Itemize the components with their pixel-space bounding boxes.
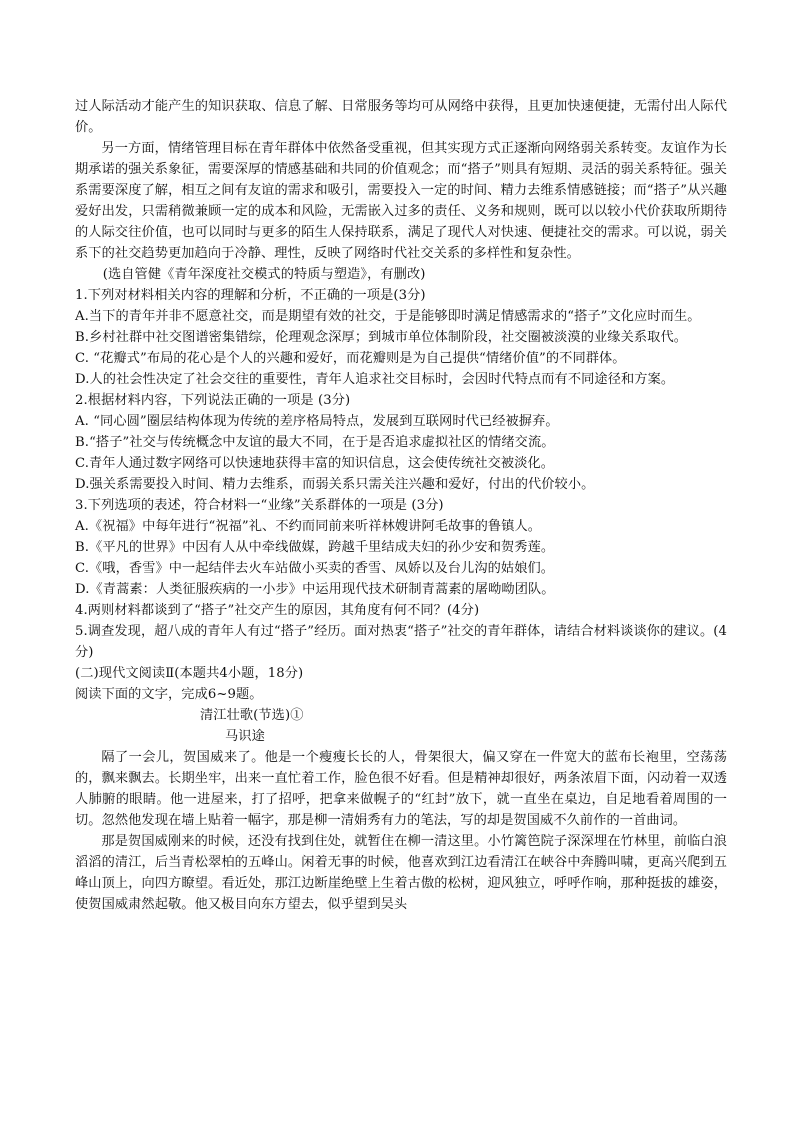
question-stem: 1.下列对材料相关内容的理解和分析，不正确的一项是(3分) (75, 288, 426, 303)
paragraph-continued: 过人际活动才能产生的知识获取、信息了解、日常服务等均可从网络中获得，且更加快速便捷，无需付出人际代价。 (75, 99, 727, 135)
option-b: B.乡村社群中社交图谱密集错综，伦理观念深厚；到城市单位体制阶段，社交圈被淡漠的业缘关系取代。 (75, 330, 688, 345)
question-stem: 2.根据材料内容，下列说法正确的一项是 (3分) (75, 393, 351, 408)
option-b: B.“搭子”社交与传统概念中友谊的最大不同，在于是否追求虚拟社区的情绪交流。 (75, 435, 555, 450)
question-stem: 3.下列选项的表述，符合材料一“业缘”关系群体的一项是 (3分) (75, 498, 444, 513)
section-instruction: 阅读下面的文字，完成6~9题。 (75, 687, 263, 702)
option-d: D.《青蒿素：人类征服疾病的一小步》中运用现代技术研制青蒿素的屠呦呦团队。 (75, 582, 555, 597)
story-paragraph: 那是贺国威刚来的时候，还没有找到住处，就暂住在柳一清这里。小竹篱笆院子深深埋在竹林里，前临白浪滔滔的清江，后当青松翠柏的五峰山。闲着无事的时候，他喜欢到江边看清江在峡谷中奔腾叫啸，更高兴爬到五峰山顶上，向四方瞭望。看近处，那江边断崖绝壁上生着古傲的松树，迎风独立，呼呼作响，那种挺拔的雄姿，使贺国威肃然起敬。他又极目向东方望去，似乎望到吴头 (75, 834, 727, 912)
story-title: 清江壮歌(节选)① (200, 708, 304, 723)
story-paragraph: 隔了一会儿，贺国威来了。他是一个瘦瘦长长的人，骨架很大，偏又穿在一件宽大的蓝布长袍里，空荡荡的，飘来飘去。长期坐牢，出来一直忙着工作，脸色很不好看。但是精神却很好，两条浓眉下面，闪动着一双透人肺腑的眼睛。他一进屋来，打了招呼，把拿来做幌子的“红封”放下，就一直坐在桌边，自足地看着周围的一切。忽然他发现在墙上贴着一幅字，那是柳一清娟秀有力的笔法，写的却是贺国威不久前作的一首曲词。 (75, 750, 727, 828)
question-1 (75, 285, 727, 390)
option-d: D.人的社会性决定了社会交往的重要性，青年人追求社交目标时，会因时代特点而有不同途径和方案。 (75, 372, 675, 387)
option-a: A.《祝福》中每年进行“祝福”礼、不约而同前来听祥林嫂讲阿毛故事的鲁镇人。 (75, 519, 542, 534)
question-4: 4.两则材料都谈到了“搭子”社交产生的原因，其角度有何不同？(4分) (75, 603, 480, 618)
paragraph-weak-ties: 另一方面，情绪管理目标在青年群体中依然备受重视，但其实现方式正逐渐向网络弱关系转变。友谊作为长期承诺的强关系象征，需要深厚的情感基础和共同的价值观念；而“搭子”则具有短期、灵活的弱关系特征。强关系需要深度了解，相互之间有友谊的需求和吸引，需要投入一定的时间、精力去维系情感链接；而“搭子”从兴趣爱好出发，只需稍微兼顾一定的成本和风险，无需嵌入过多的责任、义务和规则，既可以以较小代价获取所期待的人际交往价值，也可以同时与更多的陌生人保持联系，满足了现代人对快速、便捷社交的需求。可以说，弱关系下的社交趋势更加趋向于冷静、理性，反映了网络时代社交关系的多样性和复杂性。 (75, 141, 727, 261)
section-heading: (二)现代文阅读Ⅱ(本题共4小题，18分) (75, 666, 304, 681)
option-c: C. “花瓣式”布局的花心是个人的兴趣和爱好，而花瓣则是为自己提供“情绪价值”的不同群体。 (75, 351, 626, 366)
question-5: 5.调查发现，超八成的青年人有过“搭子”经历。面对热衷“搭子”社交的青年群体，请结合材料谈谈你的建议。(4分) (75, 624, 727, 660)
option-a: A.当下的青年并非不愿意社交，而是期望有效的社交，于是能够即时满足情感需求的“搭子”文化应时而生。 (75, 309, 701, 324)
option-d: D.强关系需要投入时间、精力去维系，而弱关系只需关注兴趣和爱好，付出的代价较小。 (75, 477, 595, 492)
option-b: B.《平凡的世界》中因有人从中牵线做媒，跨越千里结成夫妇的孙少安和贺秀莲。 (75, 540, 555, 555)
question-3 (75, 495, 727, 600)
option-c: C.青年人通过数字网络可以快速地获得丰富的知识信息，这会使传统社交被淡化。 (75, 456, 555, 471)
question-2 (75, 390, 727, 495)
story-author: 马识途 (225, 729, 265, 744)
option-c: C.《哦，香雪》中一起结伴去火车站做小买卖的香雪、凤娇以及台儿沟的姑娘们。 (75, 561, 555, 576)
option-a: A. “同心圆”圈层结构体现为传统的差序格局特点，发展到互联网时代已经被摒弃。 (75, 414, 559, 429)
document-page (75, 96, 727, 915)
source-note: (选自管健《青年深度社交模式的特质与塑造》，有删改) (102, 267, 426, 282)
